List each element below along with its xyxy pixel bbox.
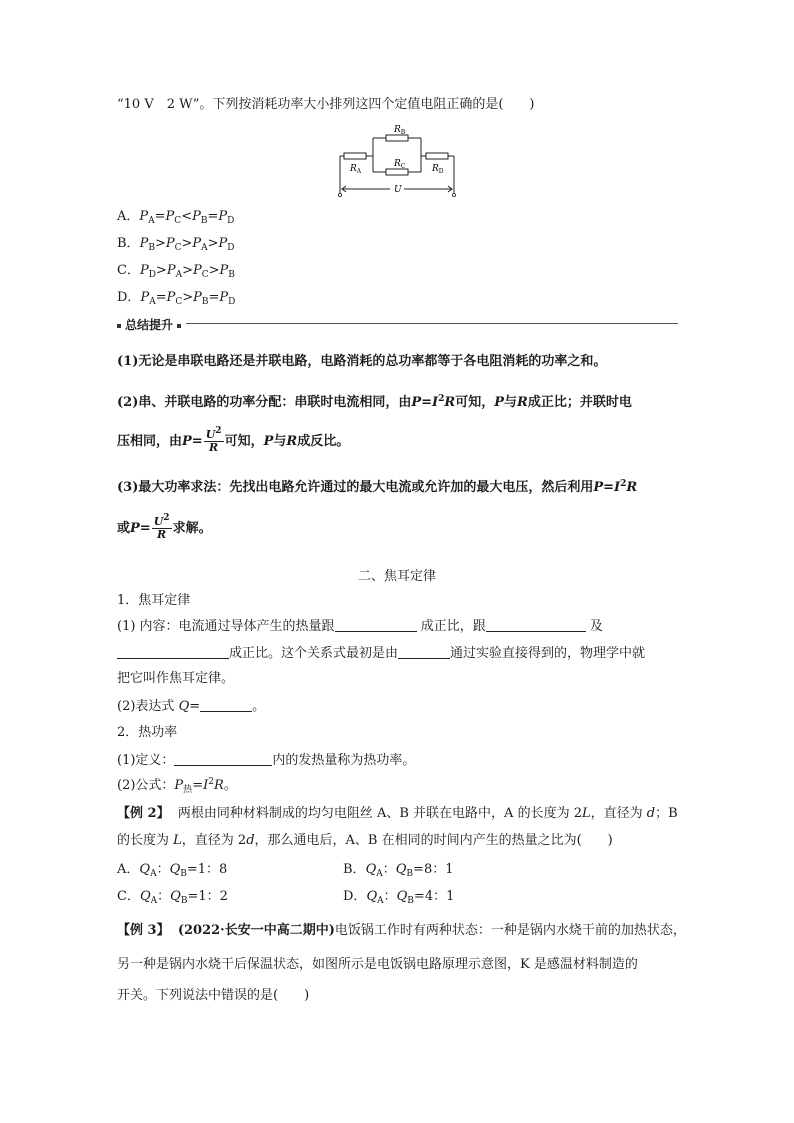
summary-divider [186, 323, 678, 324]
example-2-option-a[interactable]: A．$Q_A$：$Q_B=1$：8 [117, 862, 228, 879]
option-d[interactable]: D．$P_A=P_C>P_B=P_D$ [117, 290, 236, 307]
label-rc: $R_C$ [394, 159, 406, 170]
summary-p1: (1)无论是串联电路还是并联电路，电路消耗的总功率都等于各电阻消耗的功率之和。 [117, 354, 607, 369]
example-2-option-d[interactable]: D．$Q_A$：$Q_B=4$：1 [343, 889, 455, 906]
q1-stem: “10 V 2 W”。下列按消耗功率大小排列这四个定值电阻正确的是( ) [117, 97, 535, 112]
blank-1[interactable] [335, 618, 417, 632]
joule-content-line1: (1) 内容：电流通过导体产生的热量跟 成正比，跟 及 [117, 619, 603, 634]
blank-5[interactable] [200, 698, 252, 712]
joule-expression: (2)表达式 Q= 。 [117, 699, 266, 714]
label-u: U [394, 185, 402, 195]
summary-heading: 总结提升 [117, 316, 181, 333]
blank-6[interactable] [174, 752, 272, 766]
joule-content-line2: 成正比。这个关系式最初是由 通过实验直接得到的，物理学中就 [117, 645, 645, 662]
circuit-diagram [336, 120, 460, 198]
option-b[interactable]: B．$P_B>P_C>P_A>P_D$ [117, 236, 235, 253]
resistor-ra [344, 153, 366, 159]
heading-heat-power: 2．热功率 [117, 725, 178, 740]
section-title: 二、焦耳定律 [357, 569, 436, 584]
example-3-line1: 【例 3】 (2022·长安一中高二期中)电饭锅工作时有两种状态：一种是锅内水烧干前的加热状态， [117, 923, 686, 938]
example-2-option-c[interactable]: C．$Q_A$：$Q_B=1$：2 [117, 889, 228, 906]
heading-joule-law: 1．焦耳定律 [117, 593, 191, 608]
summary-p2-line2: 压相同，由P= $\frac{U^2}{R}$ 可知，P与R成反比。 [117, 426, 350, 454]
label-rd: $R_D$ [432, 164, 444, 175]
heat-power-definition: (1)定义： 内的发热量称为热功率。 [117, 753, 416, 768]
joule-content-line3: 把它叫作焦耳定律。 [117, 671, 235, 686]
label-rb: $R_B$ [394, 125, 406, 136]
example-3-line3: 开关。下列说法中错误的是( ) [117, 988, 310, 1003]
label-ra: $R_A$ [350, 164, 362, 175]
summary-p3-line2: 或P= $\frac{U^2}{R}$ 求解。 [117, 513, 212, 541]
resistor-rd [426, 153, 448, 159]
example-3-line2: 另一种是锅内水烧干后保温状态，如图所示是电饭锅电路原理示意图，K 是感温材料制造的 [117, 957, 638, 972]
example-2-line1: 【例 2】 两根由同种材料制成的均匀电阻丝 A、B 并联在电路中，A 的长度为 2L，直径为 d；B [117, 806, 678, 821]
example-2-line2: 的长度为 L，直径为 2d，那么通电后，A、B 在相同的时间内产生的热量之比为( ) [117, 833, 613, 848]
example-2-option-b[interactable]: B．$Q_A$：$Q_B=8$：1 [343, 862, 454, 879]
option-c[interactable]: C．$P_D>P_A>P_C>P_B$ [117, 263, 235, 280]
blank-3[interactable] [117, 645, 229, 659]
blank-2[interactable] [486, 618, 586, 632]
heat-power-formula: (2)公式：$P_热=I^2R$。 [117, 777, 237, 795]
summary-p2-line1: (2)串、并联电路的功率分配：串联时电流相同，由$P=I^2R$可知，P与R成正比；并联时电 [117, 394, 632, 410]
summary-p3-line1: (3)最大功率求法：先找出电路允许通过的最大电流或允许加的最大电压，然后利用$P=I^2R$ [117, 479, 638, 495]
option-a[interactable]: A．$P_A=P_C<P_B=P_D$ [117, 209, 235, 226]
blank-4[interactable] [398, 645, 450, 659]
